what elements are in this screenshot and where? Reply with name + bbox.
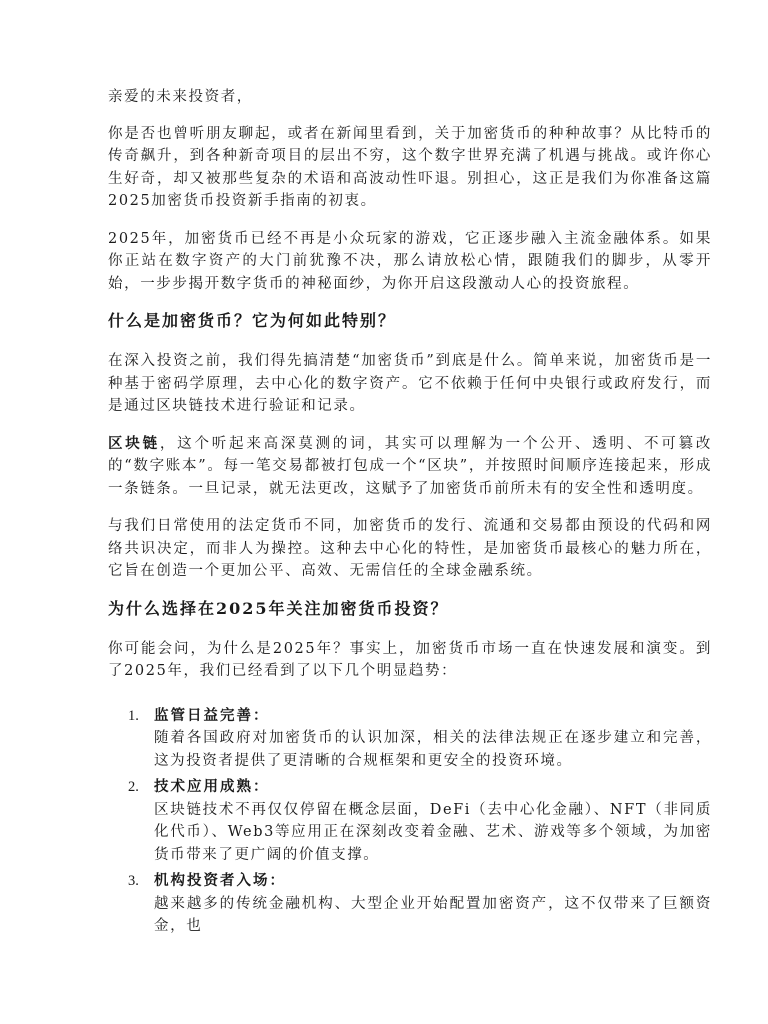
list-item-title: 监管日益完善： xyxy=(154,706,270,724)
intro-paragraph-1: 你是否也曾听朋友聊起，或者在新闻里看到，关于加密货币的种种故事？从比特币的传奇飙升，到各种新奇项目的层出不穷，这个数字世界充满了机遇与挑战。或许你心生好奇，却又被那些复杂的术语和高波动性吓退。别担心，这正是我们为你准备这篇2025加密货币投资新手指南的初衷。 xyxy=(108,125,712,209)
section-heading-why-2025: 为什么选择在2025年关注加密货币投资？ xyxy=(108,598,449,618)
list-item-title: 技术应用成熟： xyxy=(154,778,270,795)
list-item xyxy=(108,776,712,866)
list-item-number: 2. xyxy=(128,779,139,795)
section1-paragraph-3: 与我们日常使用的法定货币不同，加密货币的发行、流通和交易都由预设的代码和网络共识决定，而非人为操控。这种去中心化的特性，是加密货币最核心的魅力所在，它旨在创造一个更加公平、高效、无需信任的全球金融系统。 xyxy=(108,518,712,579)
list-item-body: 区块链技术不再仅仅停留在概念层面，DeFi（去中心化金融）、NFT（非同质化代币）、Web3等应用正在深刻改变着金融、艺术、游戏等多个领域，为加密货币带来了更广阔的价值支撑。 xyxy=(154,801,712,863)
list-item-number: 3. xyxy=(128,873,139,889)
section1-paragraph-1: 在深入投资之前，我们得先搞清楚“加密货币”到底是什么。简单来说，加密货币是一种基于密码学原理，去中心化的数字资产。它不依赖于任何中央银行或政府发行，而是通过区块链技术进行验证和记录。 xyxy=(108,353,712,414)
blockchain-explanation: ，这个听起来高深莫测的词，其实可以理解为一个公开、透明、不可篡改的“数字账本”。每一笔交易都被打包成一个“区块”，并按照时间顺序连接起来，形成一条链条。一旦记录，就无法更改，这赋予了加密货币前所未有的安全性和透明度。 xyxy=(108,435,712,497)
list-item xyxy=(108,705,712,773)
section1-paragraph-2 xyxy=(108,433,712,501)
section-heading-what-is-crypto: 什么是加密货币？它为何如此特别？ xyxy=(108,311,397,330)
list-item-title: 机构投资者入场： xyxy=(154,872,286,889)
list-item xyxy=(108,870,712,938)
greeting: 亲爱的未来投资者， xyxy=(108,89,253,105)
list-item-body: 随着各国政府对加密货币的认识加深，相关的法律法规正在逐步建立和完善，这为投资者提供了更清晰的合规框架和更安全的投资环境。 xyxy=(154,730,712,769)
intro-paragraph-2: 2025年，加密货币已经不再是小众玩家的游戏，它正逐步融入主流金融体系。如果你正站在数字资产的大门前犹豫不决，那么请放松心情，跟随我们的脚步，从零开始，一步步揭开数字货币的神秘面纱，为你开启这段激动人心的投资旅程。 xyxy=(108,230,712,292)
blockchain-term: 区块链 xyxy=(108,434,160,452)
trend-list xyxy=(108,705,712,938)
section2-paragraph-1: 你可能会问，为什么是2025年？事实上，加密货币市场一直在快速发展和演变。到了2025年，我们已经看到了以下几个明显趋势： xyxy=(108,640,712,679)
list-item-body: 越来越多的传统金融机构、大型企业开始配置加密资产，这不仅带来了巨额资金，也 xyxy=(154,895,712,934)
list-item-number: 1. xyxy=(128,707,139,724)
article xyxy=(108,86,712,942)
